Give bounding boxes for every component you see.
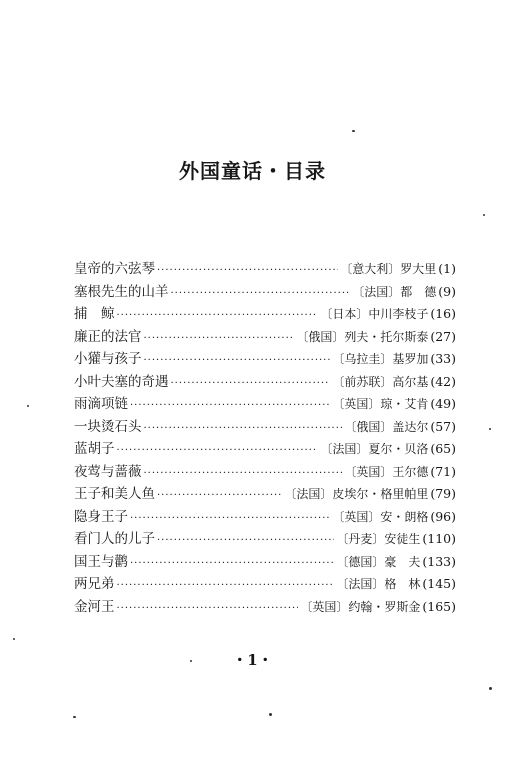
toc-entry-page: (71) bbox=[430, 463, 456, 479]
toc-entry-author: 〔英国〕琼・艾肯 bbox=[332, 397, 429, 411]
toc-entry-page: (57) bbox=[430, 418, 456, 434]
toc-entry-page: (33) bbox=[430, 351, 456, 366]
toc-entry-page: (42) bbox=[430, 373, 456, 389]
toc-entry bbox=[74, 348, 456, 371]
toc-entry-author: 〔英国〕王尔德 bbox=[344, 464, 429, 479]
toc-entry bbox=[74, 303, 456, 326]
toc-entry bbox=[74, 438, 456, 461]
toc-entry-author: 〔意大利〕罗大里 bbox=[340, 262, 437, 276]
toc-entry-title: 夜莺与蔷薇 bbox=[74, 463, 142, 480]
toc-entry-title: 廉正的法官 bbox=[74, 328, 142, 345]
toc-leader-dots bbox=[130, 508, 330, 529]
toc-leader-dots bbox=[144, 350, 331, 371]
toc-leader-dots bbox=[157, 485, 282, 506]
toc-leader-dots bbox=[117, 598, 299, 619]
scan-speck bbox=[352, 130, 355, 132]
toc-entry-title: 一块烫石头 bbox=[74, 418, 142, 435]
toc-entry bbox=[74, 326, 456, 349]
toc-entry-page: (16) bbox=[430, 306, 456, 321]
toc-entry-author: 〔法国〕都 德 bbox=[352, 284, 437, 299]
toc-entry-page: (1) bbox=[438, 261, 456, 276]
toc-entry-author: 〔日本〕中川李枝子 bbox=[320, 307, 429, 321]
toc-entry-author: 〔丹麦〕安徒生 bbox=[336, 532, 421, 546]
toc-entry-page: (9) bbox=[438, 283, 456, 299]
toc-entry-title: 隐身王子 bbox=[74, 508, 128, 525]
page-number: ・1・ bbox=[232, 651, 273, 669]
toc-entry-title: 雨滴项链 bbox=[74, 396, 128, 412]
toc-entry-author: 〔前苏联〕高尔基 bbox=[332, 374, 429, 389]
toc-entry-page: (133) bbox=[422, 553, 456, 569]
toc-entry-author: 〔法国〕皮埃尔・格里帕里 bbox=[284, 487, 429, 501]
toc-entry bbox=[74, 528, 456, 551]
toc-entry bbox=[74, 281, 456, 304]
toc-entry-author: 〔德国〕豪 夫 bbox=[336, 554, 421, 569]
toc-entry-title: 捕 鲸 bbox=[74, 306, 115, 322]
toc-leader-dots bbox=[171, 373, 331, 394]
toc-entry-author: 〔法国〕格 林 bbox=[336, 577, 421, 591]
scan-speck bbox=[73, 716, 76, 718]
toc-entry-page: (165) bbox=[422, 598, 456, 614]
toc-entry bbox=[74, 393, 456, 416]
toc-entry-title: 小獾与孩子 bbox=[74, 351, 142, 367]
scan-speck bbox=[27, 405, 29, 407]
toc-entry bbox=[74, 483, 456, 506]
toc-leader-dots bbox=[117, 575, 335, 596]
toc-entry-page: (49) bbox=[430, 396, 456, 411]
toc-entry-page: (96) bbox=[430, 508, 456, 524]
toc-entry-title: 两兄弟 bbox=[74, 576, 115, 592]
toc-leader-dots bbox=[144, 418, 343, 439]
toc-entry-title: 小叶夫塞的奇遇 bbox=[74, 373, 169, 390]
toc-entry-page: (145) bbox=[422, 576, 456, 591]
scan-speck bbox=[269, 713, 272, 716]
toc-entry bbox=[74, 596, 456, 619]
toc-entry-title: 蓝胡子 bbox=[74, 441, 115, 457]
scan-speck bbox=[13, 638, 15, 640]
toc-entry-page: (110) bbox=[422, 531, 456, 546]
toc-entry-author: 〔法国〕夏尔・贝洛 bbox=[320, 442, 429, 456]
toc-entry-page: (27) bbox=[430, 328, 456, 344]
toc-entry-title: 皇帝的六弦琴 bbox=[74, 261, 155, 277]
toc-entry-author: 〔乌拉圭〕基罗加 bbox=[332, 352, 429, 366]
scan-speck bbox=[483, 214, 485, 216]
page-title: 外国童话・目录 bbox=[179, 159, 326, 183]
toc-leader-dots bbox=[130, 395, 330, 416]
toc-entry-author: 〔俄国〕盖达尔 bbox=[344, 419, 429, 434]
toc-leader-dots bbox=[130, 553, 334, 574]
toc-entry-title: 塞根先生的山羊 bbox=[74, 283, 169, 300]
toc-entry-page: (79) bbox=[430, 486, 456, 501]
toc-entry bbox=[74, 461, 456, 484]
toc-entry-title: 金河王 bbox=[74, 598, 115, 615]
toc-leader-dots bbox=[157, 260, 338, 281]
toc-entry-author: 〔俄国〕列夫・托尔斯泰 bbox=[296, 329, 429, 344]
toc-entry bbox=[74, 573, 456, 596]
toc-leader-dots bbox=[144, 463, 343, 484]
scan-speck bbox=[489, 687, 492, 690]
toc-leader-dots bbox=[117, 440, 319, 461]
toc-leader-dots bbox=[144, 328, 295, 349]
toc-entry-title: 看门人的儿子 bbox=[74, 531, 155, 547]
toc-entry-title: 国王与鹳 bbox=[74, 553, 128, 570]
toc-entry bbox=[74, 258, 456, 281]
toc-leader-dots bbox=[171, 283, 351, 304]
toc-entry-page: (65) bbox=[430, 441, 456, 456]
scan-speck bbox=[489, 428, 491, 430]
toc-entry bbox=[74, 506, 456, 529]
toc-entry bbox=[74, 551, 456, 574]
toc-entry-author: 〔英国〕安・朗格 bbox=[332, 509, 429, 524]
toc-entry-author: 〔英国〕约翰・罗斯金 bbox=[300, 599, 421, 614]
toc-entry-title: 王子和美人鱼 bbox=[74, 486, 155, 502]
toc-entry bbox=[74, 416, 456, 439]
toc-leader-dots bbox=[157, 530, 334, 551]
toc-leader-dots bbox=[117, 305, 319, 326]
table-of-contents bbox=[74, 258, 456, 618]
toc-entry bbox=[74, 371, 456, 394]
scan-speck bbox=[190, 660, 192, 662]
